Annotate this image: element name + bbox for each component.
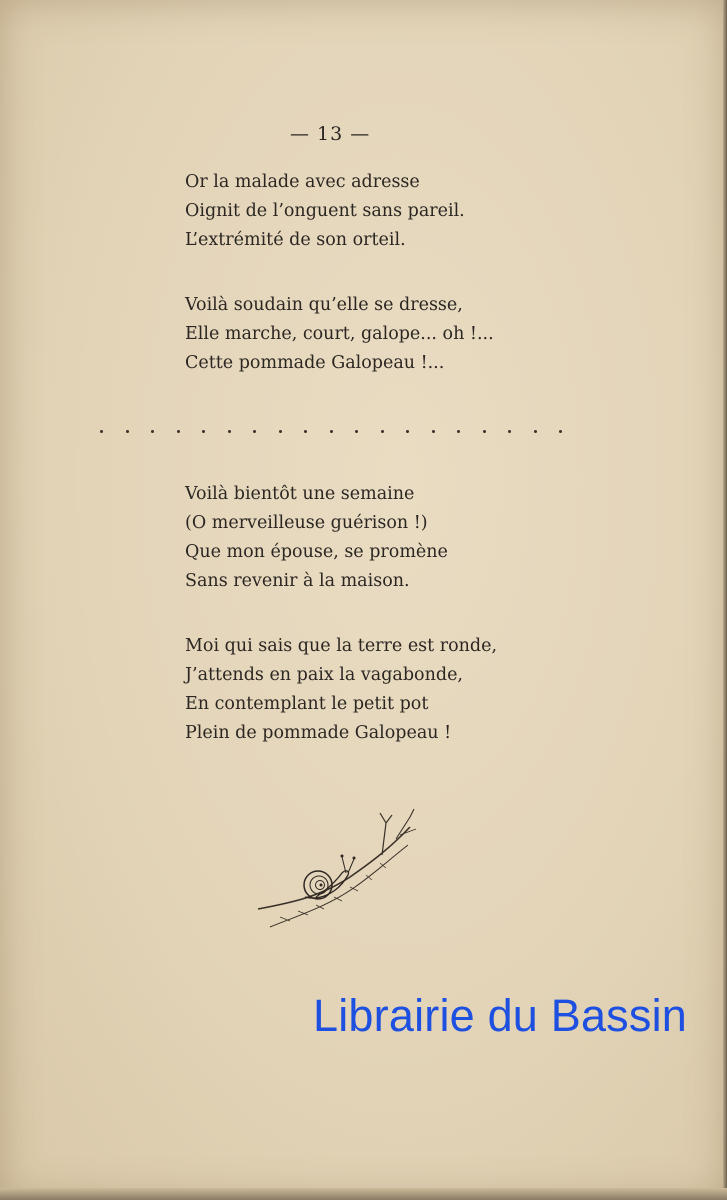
verse-line: Oignit de l’onguent sans pareil. <box>185 201 465 221</box>
separator-dot <box>559 430 562 433</box>
stanza-3 <box>185 480 448 596</box>
separator-dot <box>534 430 537 433</box>
snail-branch-icon <box>250 805 420 940</box>
page-edge-right <box>723 0 727 1200</box>
separator-dot <box>228 430 231 433</box>
stanza-4 <box>185 632 497 748</box>
separator-dot <box>330 430 333 433</box>
watermark-text: Librairie du Bassin <box>313 990 687 1041</box>
separator-dot <box>406 430 409 433</box>
separator-dot <box>177 430 180 433</box>
verse-line: Cette pommade Galopeau !... <box>185 353 445 373</box>
verse-line: Moi qui sais que la terre est ronde, <box>185 636 498 656</box>
separator-dot <box>126 430 129 433</box>
verse-line: Voilà soudain qu’elle se dresse, <box>185 295 463 315</box>
separator-dot <box>304 430 307 433</box>
separator-dot <box>483 430 486 433</box>
separator-dot <box>381 430 384 433</box>
verse-line: J’attends en paix la vagabonde, <box>185 665 463 685</box>
stanza-2 <box>185 291 494 378</box>
separator-dot <box>202 430 205 433</box>
verse-line: Que mon épouse, se promène <box>185 542 448 562</box>
separator-dot <box>253 430 256 433</box>
verse-line: Or la malade avec adresse <box>185 172 420 192</box>
verse-line: Sans revenir à la maison. <box>185 571 410 591</box>
separator-dot <box>279 430 282 433</box>
separator-dot <box>151 430 154 433</box>
separator-dot <box>432 430 435 433</box>
verse-line: Plein de pommade Galopeau ! <box>185 723 452 743</box>
page-number: — 13 — <box>290 123 371 145</box>
verse-line: L’extrémité de son orteil. <box>185 230 406 250</box>
verse-line: En contemplant le petit pot <box>185 694 429 714</box>
separator-dot <box>100 430 103 433</box>
verse-line: (O merveilleuse guérison !) <box>185 513 428 533</box>
separator-dot <box>508 430 511 433</box>
stanza-1 <box>185 168 465 255</box>
ellipsis-separator <box>92 420 592 440</box>
verse-line: Voilà bientôt une semaine <box>185 484 415 504</box>
verse-line: Elle marche, court, galope... oh !... <box>185 324 494 344</box>
separator-dot <box>457 430 460 433</box>
separator-dot <box>355 430 358 433</box>
page-edge-bottom <box>0 1188 727 1200</box>
